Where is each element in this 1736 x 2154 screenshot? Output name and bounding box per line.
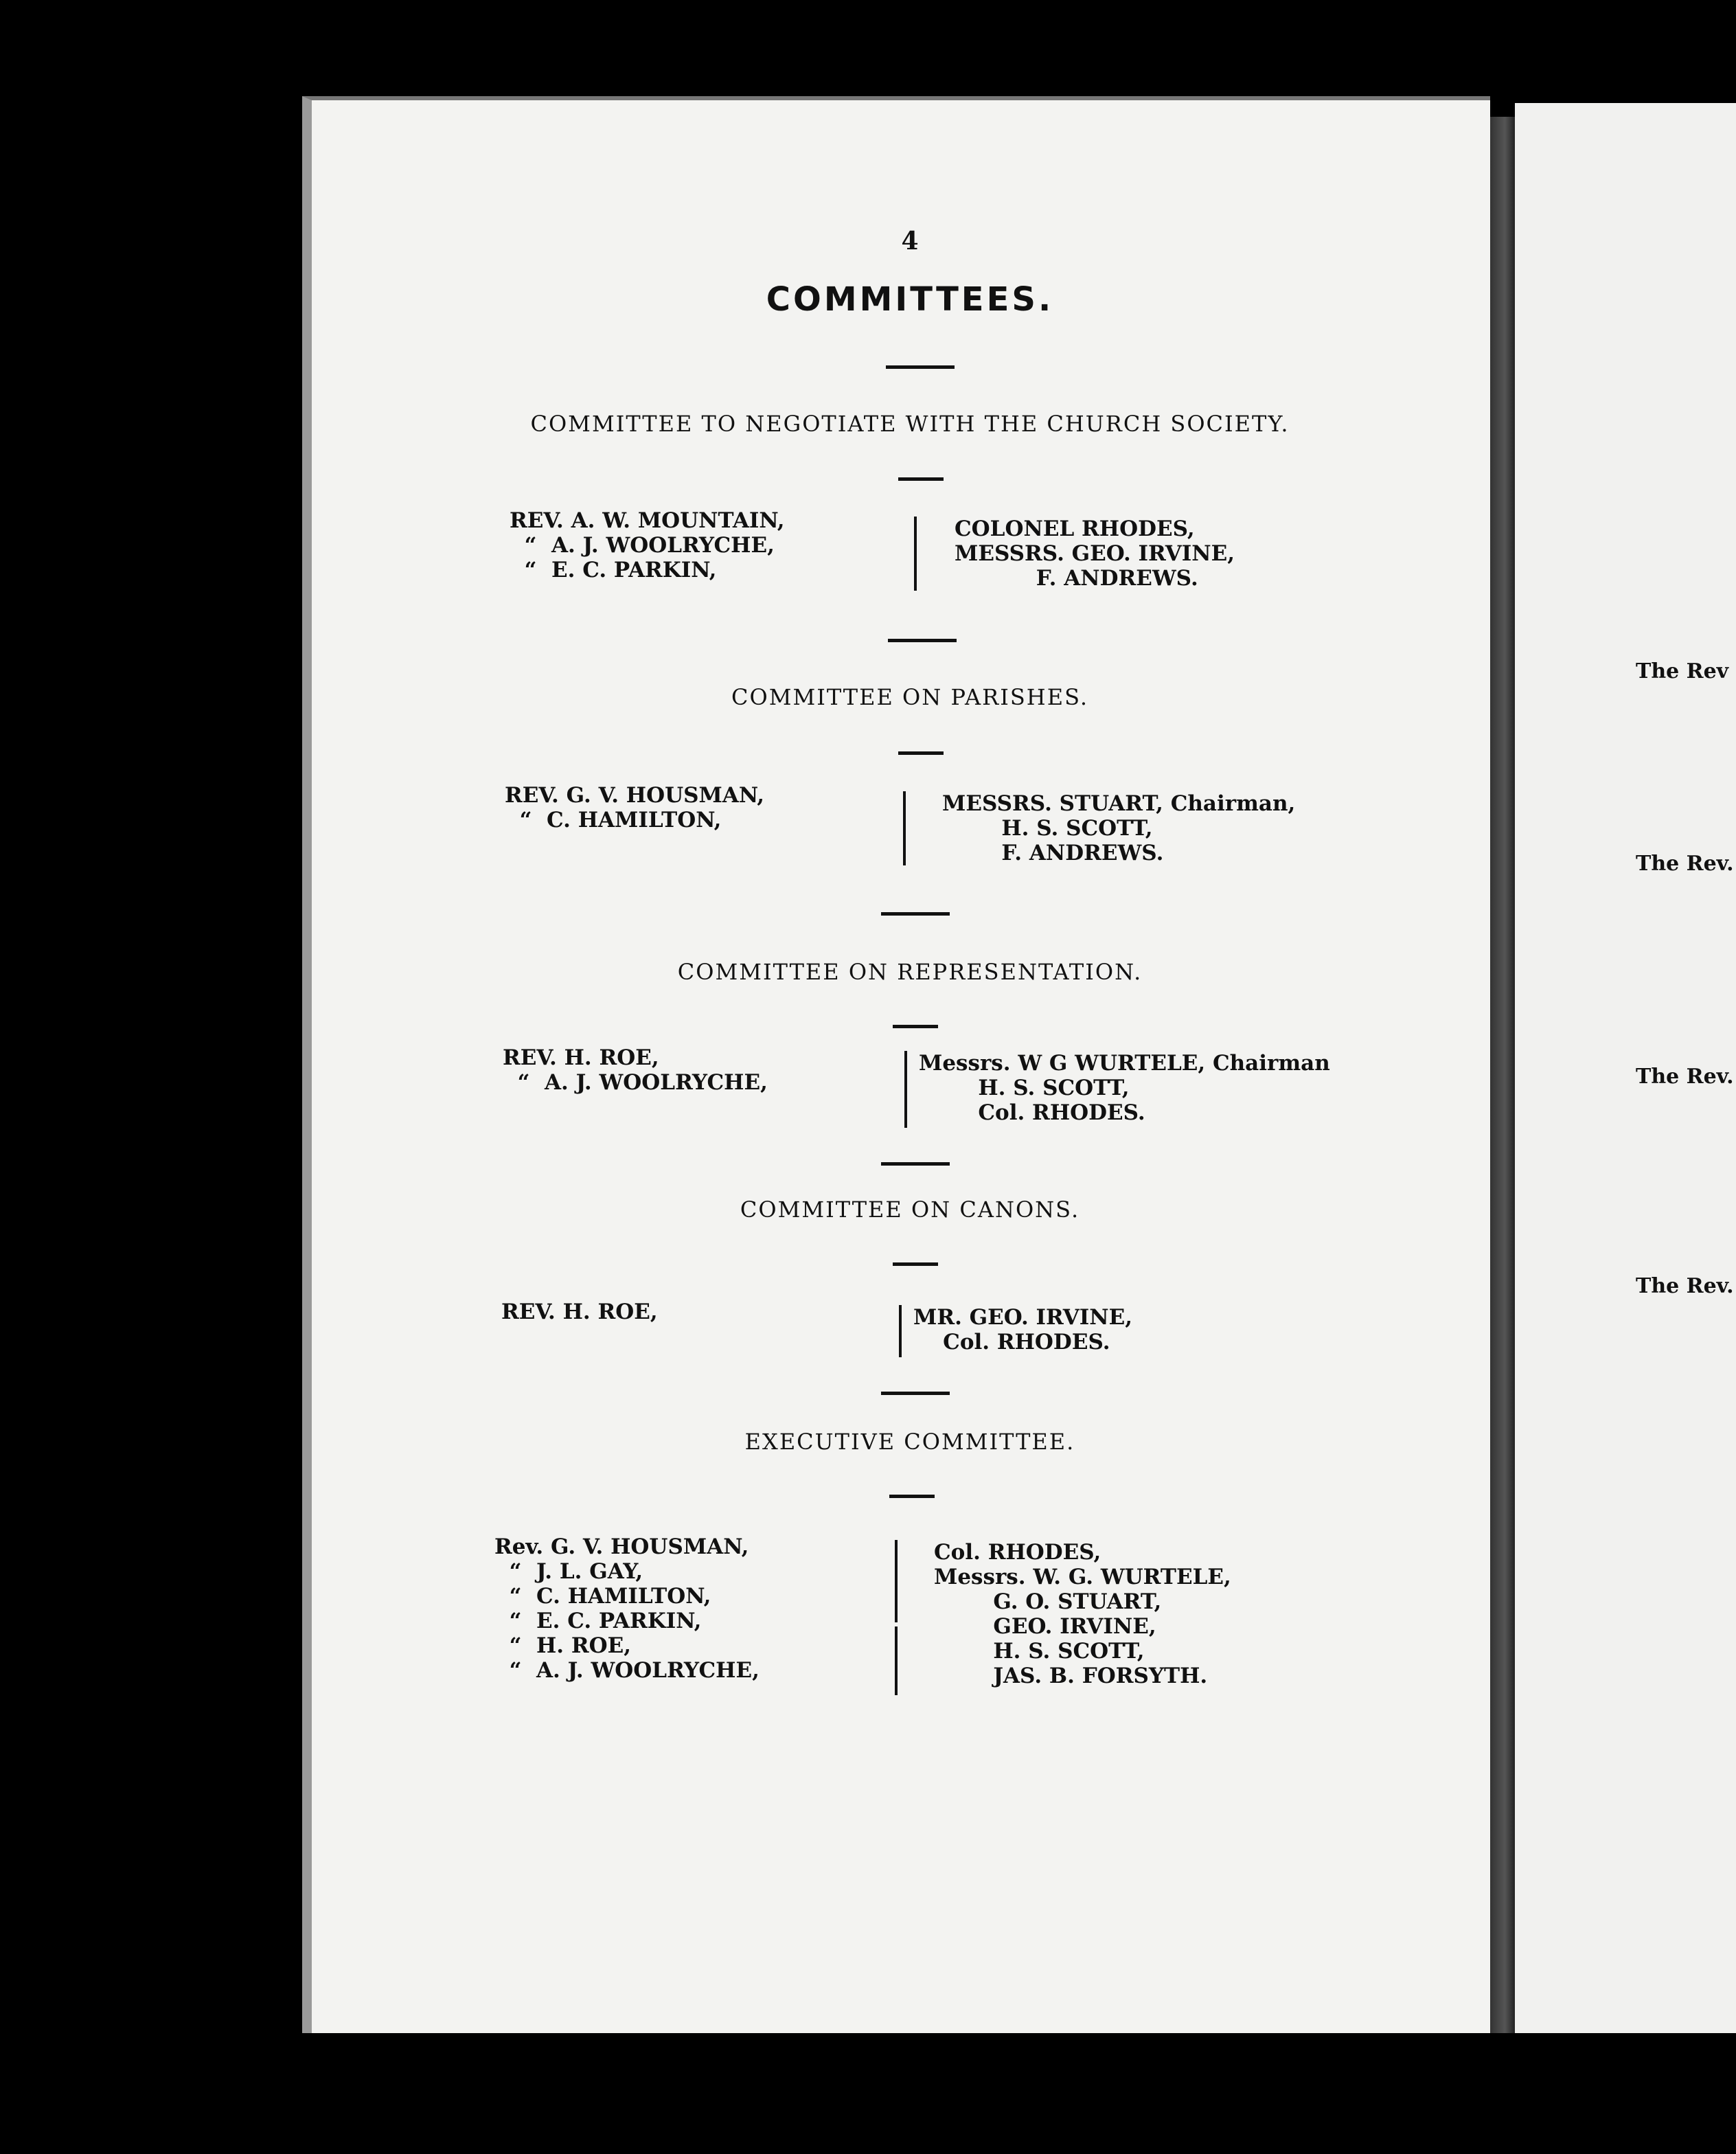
committee-heading: COMMITTEE ON PARISHES. [731,684,1089,710]
facing-page [1515,103,1736,2033]
committee-laity-list: Col. RHODES, Messrs. W. G. WURTELE, G. O. STUART, GEO. IRVINE, H. S. SCOTT, JAS. B. FORSYTH. [934,1540,1231,1688]
divider-rule [886,365,955,369]
committee-laity-list: COLONEL RHODES, MESSRS. GEO. IRVINE, F. ANDREWS. [955,517,1235,591]
divider-rule [881,912,950,916]
committee-clergy-list: Rev. G. V. HOUSMAN, “ J. L. GAY, “ C. HAMILTON, “ E. C. PARKIN, “ H. ROE, “ A. J. WOOLRYCHE, [494,1534,760,1683]
facing-page-line: The Rev. [1636,1274,1734,1298]
facing-page-line: The Rev [1636,659,1729,683]
page-gutter [1490,117,1515,2033]
committee-laity-list: MR. GEO. IRVINE, Col. RHODES. [913,1305,1133,1354]
facing-page-line: The Rev. [1636,852,1734,876]
divider-rule [893,1262,938,1266]
page-content [302,96,1490,2033]
column-divider [899,1305,902,1357]
divider-rule [881,1392,950,1395]
committee-laity-list: MESSRS. STUART, Chairman, H. S. SCOTT, F. ANDREWS. [942,791,1296,865]
committee-heading: COMMITTEE ON REPRESENTATION. [677,959,1143,985]
committee-heading: COMMITTEE ON CANONS. [740,1197,1080,1223]
divider-rule [888,639,957,642]
divider-rule [898,477,944,481]
column-divider [903,791,906,865]
committee-heading: COMMITTEE TO NEGOTIATE WITH THE CHURCH SOCIETY. [530,411,1290,437]
committee-heading: EXECUTIVE COMMITTEE. [744,1429,1075,1455]
committee-clergy-list: REV. G. V. HOUSMAN, “ C. HAMILTON, [505,783,765,832]
divider-rule [898,751,944,755]
page-number: 4 [901,227,919,256]
column-divider [895,1626,898,1695]
column-divider [904,1051,907,1128]
committee-clergy-list: REV. H. ROE, [501,1300,658,1324]
divider-rule [881,1162,950,1166]
committee-clergy-list: REV. H. ROE, “ A. J. WOOLRYCHE, [503,1045,768,1095]
column-divider [895,1540,898,1622]
facing-page-line: The Rev. [1636,1065,1734,1089]
page-title: COMMITTEES. [766,280,1054,319]
committee-laity-list: Messrs. W G WURTELE, Chairman H. S. SCOTT, Col. RHODES. [919,1051,1330,1125]
divider-rule [893,1025,938,1028]
column-divider [914,517,917,591]
committee-clergy-list: REV. A. W. MOUNTAIN, “ A. J. WOOLRYCHE, “ E. C. PARKIN, [510,508,785,582]
divider-rule [889,1495,935,1498]
